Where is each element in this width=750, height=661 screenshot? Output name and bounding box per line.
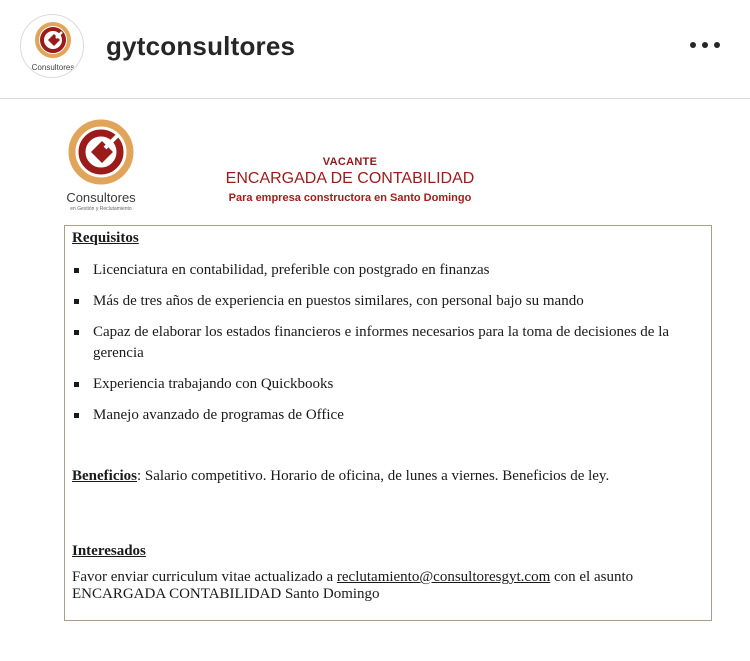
list-item: Experiencia trabajando con Quickbooks xyxy=(72,374,702,395)
bullet-icon xyxy=(74,330,79,335)
company-description: Para empresa constructora en Santo Domingo xyxy=(228,192,472,204)
post-header xyxy=(0,0,750,99)
more-options-button[interactable] xyxy=(688,34,722,56)
interested-title: Interesados xyxy=(72,543,146,559)
benefits-section xyxy=(72,466,702,487)
requirements-list xyxy=(72,260,702,436)
profile-avatar[interactable] xyxy=(20,14,84,78)
email-link: reclutamiento@consultoresgyt.com xyxy=(336,569,551,585)
benefits-text: : Salario competitivo. Horario de oficina, de lunes a viernes. Beneficios de ley. xyxy=(137,468,610,484)
post-image[interactable] xyxy=(0,100,750,661)
username-link[interactable]: gytconsultores xyxy=(106,31,296,61)
avatar-text: Consultores xyxy=(31,63,75,72)
list-item: Licenciatura en contabilidad, preferible con postgrado en finanzas xyxy=(72,260,702,281)
list-item: Capaz de elaborar los estados financieros e informes necesarios para la toma de decisiones de la gerencia xyxy=(72,322,702,364)
benefits-label: Beneficios xyxy=(72,468,137,484)
list-item: Manejo avanzado de programas de Office xyxy=(72,405,702,426)
vacancy-label: VACANTE xyxy=(322,156,378,168)
more-horizontal-icon xyxy=(690,42,696,48)
bullet-icon xyxy=(74,413,79,418)
bullet-icon xyxy=(74,299,79,304)
details-box xyxy=(64,225,712,621)
interested-text: Favor enviar curriculum vitae actualizado a reclutamiento@consultoresgyt.com con el asunto ENCARGADA CONTABILIDAD Santo Domingo xyxy=(72,569,634,602)
company-logo xyxy=(62,118,140,210)
list-item: Más de tres años de experiencia en puestos similares, con personal bajo su mando xyxy=(72,291,702,312)
requirements-title: Requisitos xyxy=(72,230,139,246)
position-title: ENCARGADA DE CONTABILIDAD xyxy=(225,170,475,187)
gyt-logo-icon xyxy=(67,118,135,188)
bullet-icon xyxy=(74,268,79,273)
logo-subtitle: en Gestión y Reclutamiento xyxy=(70,206,132,212)
logo-wordmark: Consultores xyxy=(66,190,136,205)
vacancy-heading xyxy=(200,156,500,204)
bullet-icon xyxy=(74,382,79,387)
gyt-logo-icon xyxy=(34,21,72,61)
